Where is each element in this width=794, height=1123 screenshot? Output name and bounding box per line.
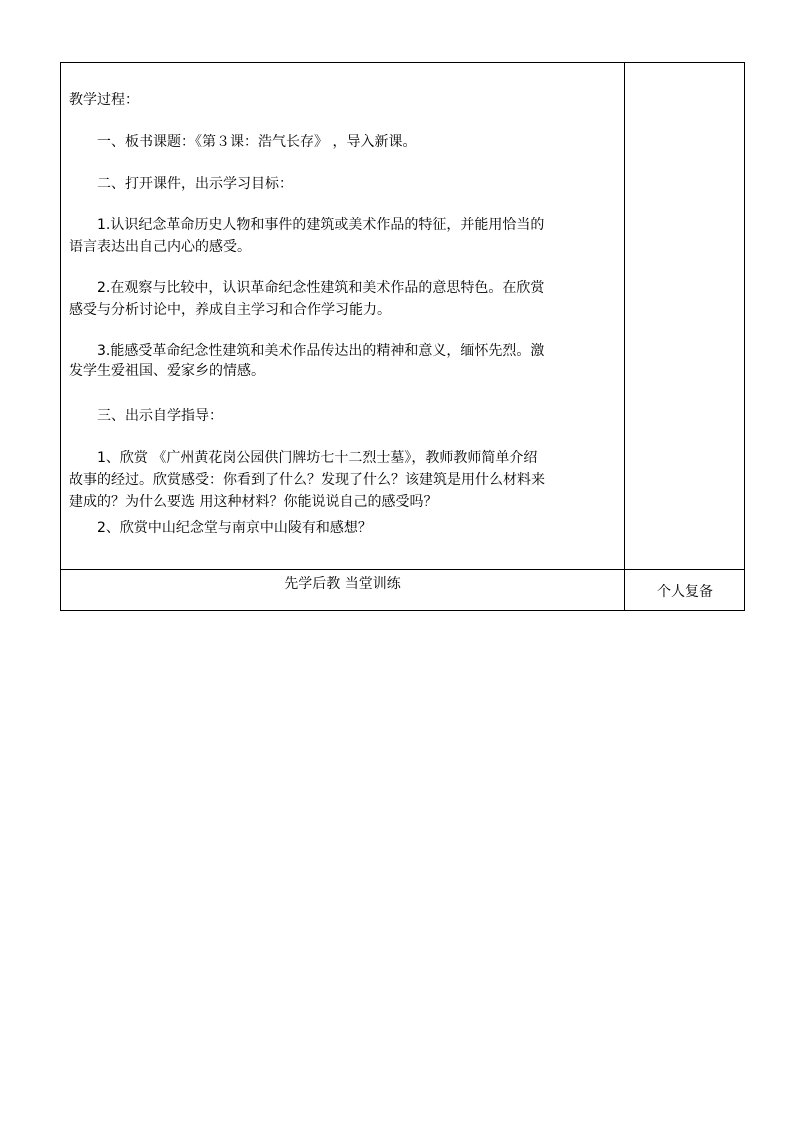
- goal-3-line-1: 3.能感受革命纪念性建筑和美术作品传达出的精神和意义，缅怀先烈。激: [97, 343, 545, 359]
- footer-right-cell: [625, 570, 745, 611]
- goal-3-line-2: 发学生爱祖国、爱家乡的情感。: [69, 363, 265, 379]
- step-1-text: 一、板书课题：《第３课：浩气长存》 ，导入新课。: [97, 134, 417, 150]
- goal-2-line-1: 2.在观察与比较中，认识革命纪念性建筑和美术作品的意思特色。在欣赏: [97, 280, 545, 296]
- goal-1-line-2: 语言表达出自己内心的感受。: [69, 239, 251, 255]
- teaching-process-cell: [61, 63, 624, 569]
- step-3-text: 三、出示自学指导：: [97, 408, 223, 424]
- goal-2-line-2: 感受与分析讨论中，养成自主学习和合作学习能力。: [69, 302, 391, 318]
- step-2-text: 二、打开课件，出示学习目标：: [97, 176, 293, 192]
- teaching-process-heading: 教学过程：: [69, 92, 139, 108]
- lesson-plan-table: [60, 62, 745, 611]
- guide-1-line-3: 建成的？为什么要选 用这种材料？你能说说自己的感受吗？: [69, 494, 438, 510]
- guide-1-line-1: 1、欣赏 《广州黄花岗公园供门牌坊七十二烈士墓》，教师教师简单介绍: [97, 450, 538, 466]
- footer-left-label: 先学后教 当堂训练: [284, 576, 401, 592]
- goal-1-line-1: 1.认识纪念革命历史人物和事件的建筑或美术作品的特征，并能用恰当的: [97, 217, 545, 233]
- guide-2-text: 2、欣赏中山纪念堂与南京中山陵有和感想？: [97, 520, 372, 536]
- column-divider: [624, 63, 625, 610]
- personal-notes-cell: [625, 63, 745, 569]
- guide-1-line-2: 故事的经过。欣赏感受：你看到了什么？发现了什么？该建筑是用什么材料来: [69, 472, 545, 488]
- footer-right-label: 个人复备: [657, 584, 713, 600]
- footer-left-cell: [61, 570, 624, 611]
